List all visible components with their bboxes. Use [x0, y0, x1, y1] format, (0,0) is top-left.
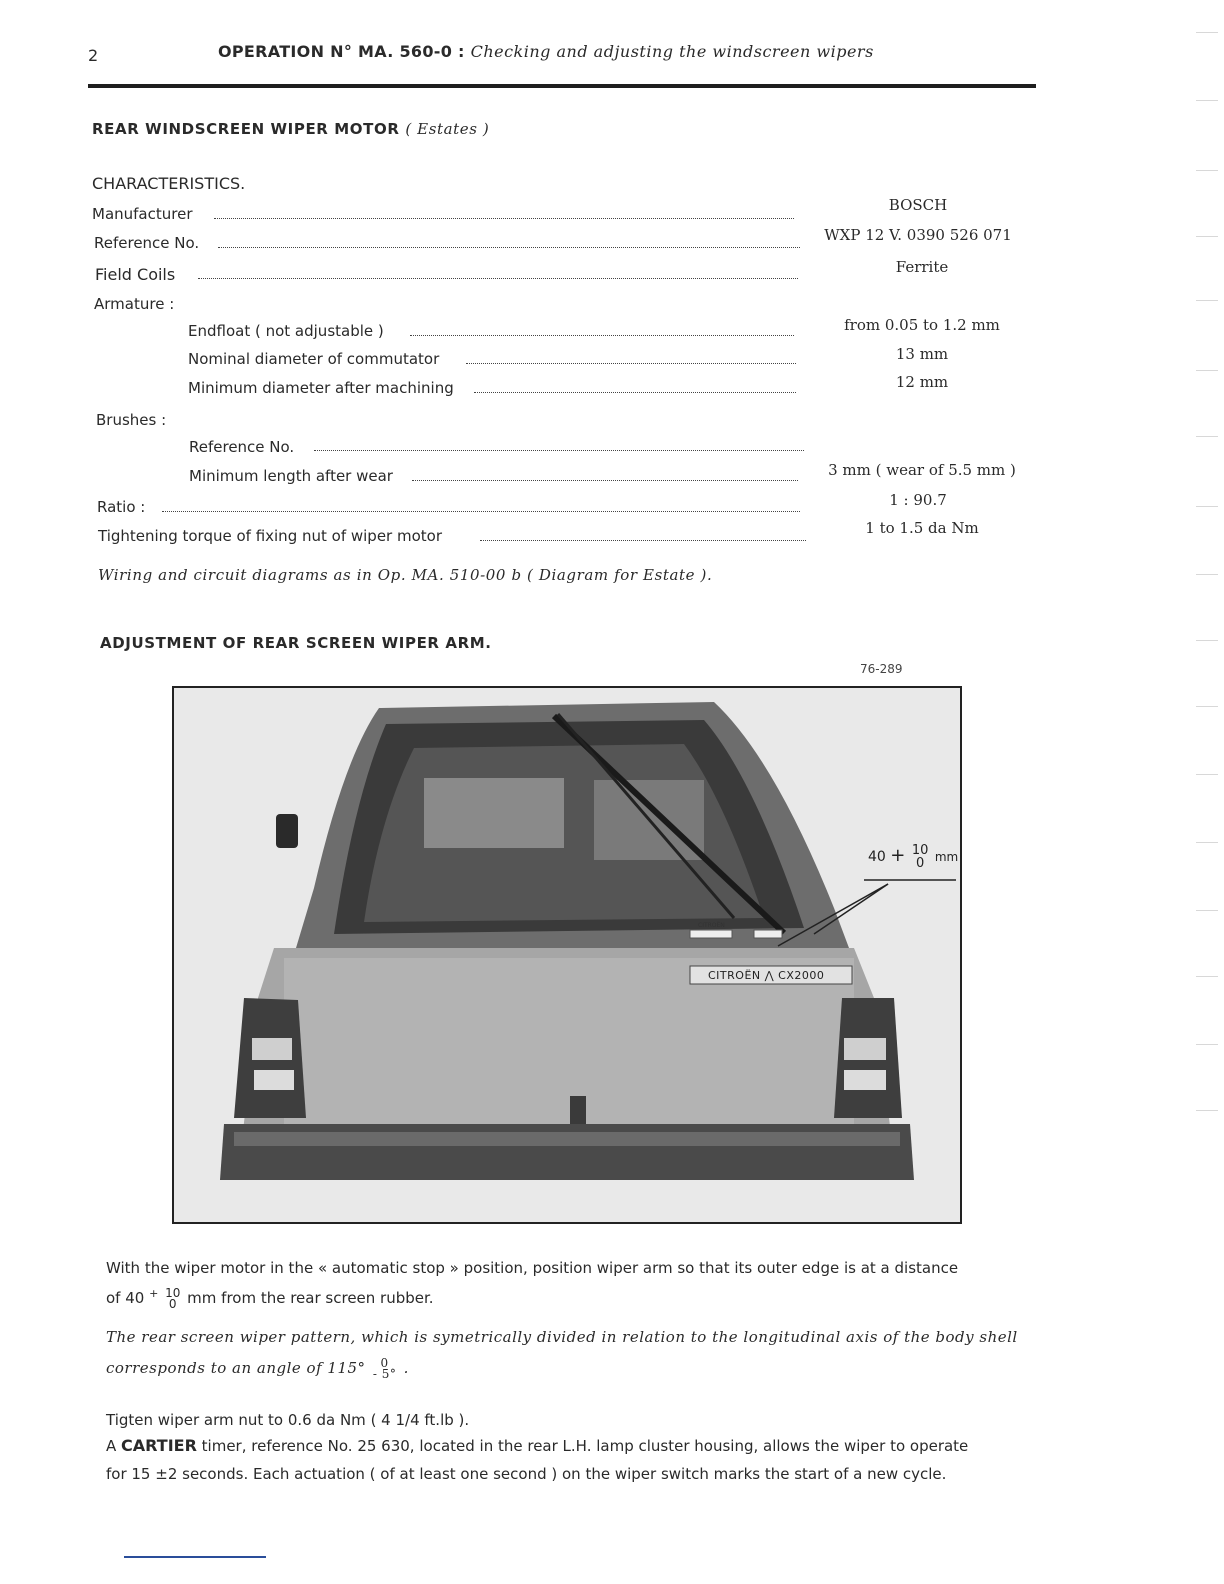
timer-a: A — [106, 1437, 117, 1455]
spec-label-brush-reference: Reference No. — [189, 438, 295, 456]
spec-label-endfloat: Endfloat ( not adjustable ) — [188, 322, 384, 340]
spec-value-nominal-diameter: 13 mm — [895, 345, 949, 363]
dot-leader — [218, 247, 800, 248]
badge-small: CITROËN — [698, 922, 725, 929]
spec-value-field-coils: Ferrite — [895, 258, 949, 276]
paragraph-timer-line1 — [106, 1436, 968, 1456]
spec-label-brush-length: Minimum length after wear — [189, 467, 393, 485]
header-rule — [88, 84, 1036, 88]
spec-label-field-coils: Field Coils — [95, 265, 176, 284]
margin-tick — [1196, 236, 1218, 237]
distance-value: of 40 — [106, 1289, 145, 1307]
figure-reference: 76-289 — [860, 662, 903, 676]
dot-leader — [474, 392, 796, 393]
angle-tolerance — [373, 1358, 397, 1380]
spec-value-minimum-diameter: 12 mm — [895, 373, 949, 391]
section-title-adjustment: ADJUSTMENT OF REAR SCREEN WIPER ARM. — [100, 634, 492, 652]
angle-lower: - 5° — [372, 1367, 397, 1381]
dimension-lower: 0 — [915, 856, 925, 871]
dot-leader — [410, 335, 794, 336]
margin-tick — [1196, 842, 1218, 843]
dimension-plus: + — [890, 845, 906, 866]
margin-tick — [1196, 910, 1218, 911]
margin-tick — [1196, 574, 1218, 575]
margin-tick — [1196, 506, 1218, 507]
angle-text: corresponds to an angle of 115° — [106, 1359, 366, 1377]
distance-plus: + — [149, 1287, 159, 1300]
distance-upper: 10 — [165, 1285, 181, 1300]
characteristics-heading: CHARACTERISTICS. — [92, 174, 246, 193]
dimension-upper: 10 — [911, 843, 929, 858]
margin-tick — [1196, 1044, 1218, 1045]
section-title-text: REAR WINDSCREEN WIPER MOTOR — [92, 120, 400, 138]
car-rear-illustration — [174, 688, 960, 1222]
dimension-main: 40 — [868, 849, 886, 865]
margin-tick — [1196, 976, 1218, 977]
paragraph-timer-line2: for 15 ±2 seconds. Each actuation ( of at least one second ) on the wiper switch marks the start of a new cycle. — [106, 1465, 947, 1483]
footer-rule — [124, 1556, 266, 1558]
wiring-note: Wiring and circuit diagrams as in Op. MA. 510-00 b ( Diagram for Estate ). — [98, 566, 713, 584]
dot-leader — [214, 218, 794, 219]
distance-text: mm from the rear screen rubber. — [187, 1289, 434, 1307]
dot-leader — [198, 278, 798, 279]
timer-text: timer, reference No. 25 630, located in the rear L.H. lamp cluster housing, allows the wiper to operate — [201, 1437, 969, 1455]
dot-leader — [412, 480, 798, 481]
paragraph-tighten: Tigten wiper arm nut to 0.6 da Nm ( 4 1/4 ft.lb ). — [106, 1411, 470, 1429]
spec-label-reference: Reference No. — [94, 234, 200, 252]
margin-tick — [1196, 436, 1218, 437]
margin-tick — [1196, 300, 1218, 301]
spec-value-brush-length: 3 mm ( wear of 5.5 mm ) — [828, 461, 1016, 479]
dot-leader — [480, 540, 806, 541]
margin-tick — [1196, 706, 1218, 707]
spec-value-torque: 1 to 1.5 da Nm — [865, 519, 979, 537]
margin-tick — [1196, 100, 1218, 101]
operation-header — [218, 42, 874, 61]
spec-label-brushes: Brushes : — [96, 411, 167, 429]
spec-value-reference: WXP 12 V. 0390 526 071 — [824, 226, 1012, 244]
dimension-tolerance — [912, 844, 929, 870]
angle-upper: 0 — [380, 1356, 389, 1370]
spec-label-manufacturer: Manufacturer — [92, 205, 193, 223]
dot-leader — [314, 450, 804, 451]
operation-number: OPERATION N° MA. 560-0 : — [218, 42, 465, 61]
spec-label-torque: Tightening torque of fixing nut of wiper motor — [98, 527, 443, 545]
spec-value-endfloat: from 0.05 to 1.2 mm — [844, 316, 1000, 334]
dimension-label — [868, 844, 958, 870]
spec-label-ratio: Ratio : — [97, 498, 146, 516]
margin-tick — [1196, 32, 1218, 33]
angle-end: . — [403, 1359, 409, 1377]
page-number: 2 — [88, 46, 99, 65]
paragraph-adjustment-line2 — [106, 1284, 434, 1310]
section-subtitle: ( Estates ) — [405, 120, 490, 138]
timer-brand: CARTIER — [121, 1436, 197, 1455]
operation-title: Checking and adjusting the windscreen wipers — [470, 42, 874, 61]
spec-label-nominal-diameter: Nominal diameter of commutator — [188, 350, 440, 368]
paragraph-adjustment-line1: With the wiper motor in the « automatic stop » position, position wiper arm so that its outer edge is at a distance — [106, 1259, 959, 1277]
dot-leader — [162, 511, 800, 512]
spec-label-minimum-diameter: Minimum diameter after machining — [188, 379, 454, 397]
spec-value-ratio: 1 : 90.7 — [889, 491, 947, 509]
badge-model: CITROËN ⋀ CX2000 — [708, 969, 825, 982]
distance-tolerance — [165, 1285, 181, 1311]
spec-label-armature: Armature : — [94, 295, 175, 313]
paragraph-pattern-line2 — [106, 1358, 409, 1380]
figure-frame — [172, 686, 962, 1224]
dot-leader — [466, 363, 796, 364]
margin-tick — [1196, 370, 1218, 371]
section-title-motor — [92, 120, 489, 138]
dimension-unit: mm — [934, 850, 959, 864]
spec-value-manufacturer: BOSCH — [888, 196, 948, 214]
margin-tick — [1196, 640, 1218, 641]
paragraph-pattern-line1: The rear screen wiper pattern, which is symetrically divided in relation to the longitudinal axis of the body shell — [106, 1328, 1018, 1346]
margin-tick — [1196, 1110, 1218, 1111]
distance-lower: 0 — [168, 1296, 177, 1311]
margin-tick — [1196, 774, 1218, 775]
margin-tick — [1196, 170, 1218, 171]
